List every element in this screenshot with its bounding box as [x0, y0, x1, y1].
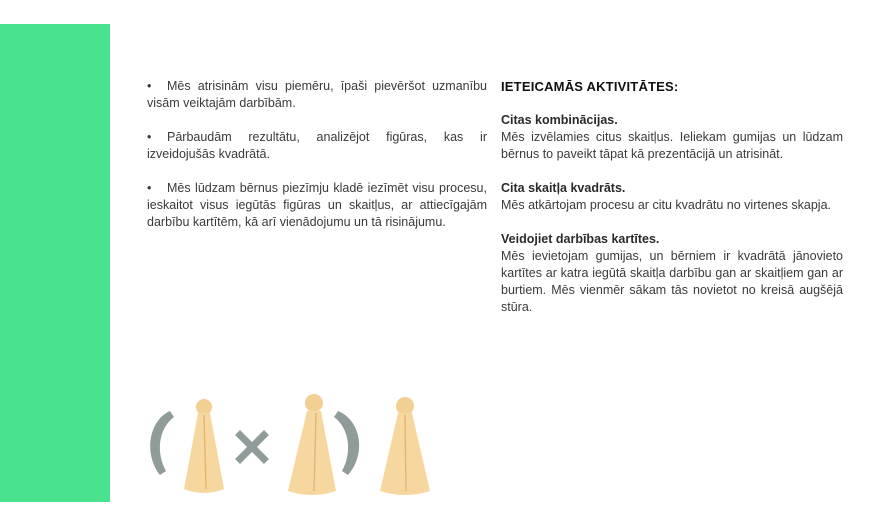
left-column [147, 78, 487, 248]
activity-section [501, 112, 843, 163]
multiply-icon [240, 435, 264, 459]
bullet-dot: • [147, 79, 152, 93]
peg-icon [380, 397, 430, 495]
bullet-dot: • [147, 181, 152, 195]
bullet-item [147, 129, 487, 163]
activity-section [501, 180, 843, 214]
activities-column [501, 78, 843, 333]
equation-illustration [140, 393, 440, 499]
green-sidebar [0, 24, 110, 502]
bullet-text: Pārbaudām rezultātu, analizējot figūras, kas ir izveidojušās kvadrātā. [147, 130, 487, 161]
bullet-dot: • [147, 130, 152, 144]
activity-body: Mēs ievietojam gumijas, un bērniem ir kvadrātā jānovieto kartītes ar katra iegūtā skaitļa darbību gan ar skaitļiem gan ar burtiem. Mēs vienmēr sākam tās novietot no kreisā augšējā stūra. [501, 249, 843, 314]
bullet-text: Mēs lūdzam bērnus piezīmju kladē iezīmēt visu procesu, ieskaitot visus iegūtās figūras un skaitļus, ar attiecīgajām darbību kartītēm, kā arī vienādojumu un tā risinājumu. [147, 181, 487, 229]
peg-icon [288, 394, 336, 495]
activities-heading: IETEICAMĀS AKTIVITĀTES: [501, 79, 679, 94]
peg-icon [184, 399, 224, 493]
activity-title: Cita skaitļa kvadrāts. [501, 181, 626, 195]
activity-title: Citas kombinācijas. [501, 113, 618, 127]
activity-body: Mēs atkārtojam procesu ar citu kvadrātu no virtenes skapja. [501, 198, 832, 212]
bullet-text: Mēs atrisinām visu piemēru, īpaši pievēršot uzmanību visām veiktajām darbībām. [147, 79, 487, 110]
activity-title: Veidojiet darbības kartītes. [501, 232, 660, 246]
right-parenthesis-icon [334, 411, 359, 475]
activity-section [501, 231, 843, 316]
left-parenthesis-icon [150, 411, 174, 475]
bullet-item [147, 78, 487, 112]
activity-body: Mēs izvēlamies citus skaitļus. Ieliekam gumijas un lūdzam bērnus to paveikt tāpat kā prezentācijā un atrisināt. [501, 130, 843, 161]
bullet-item [147, 180, 487, 231]
